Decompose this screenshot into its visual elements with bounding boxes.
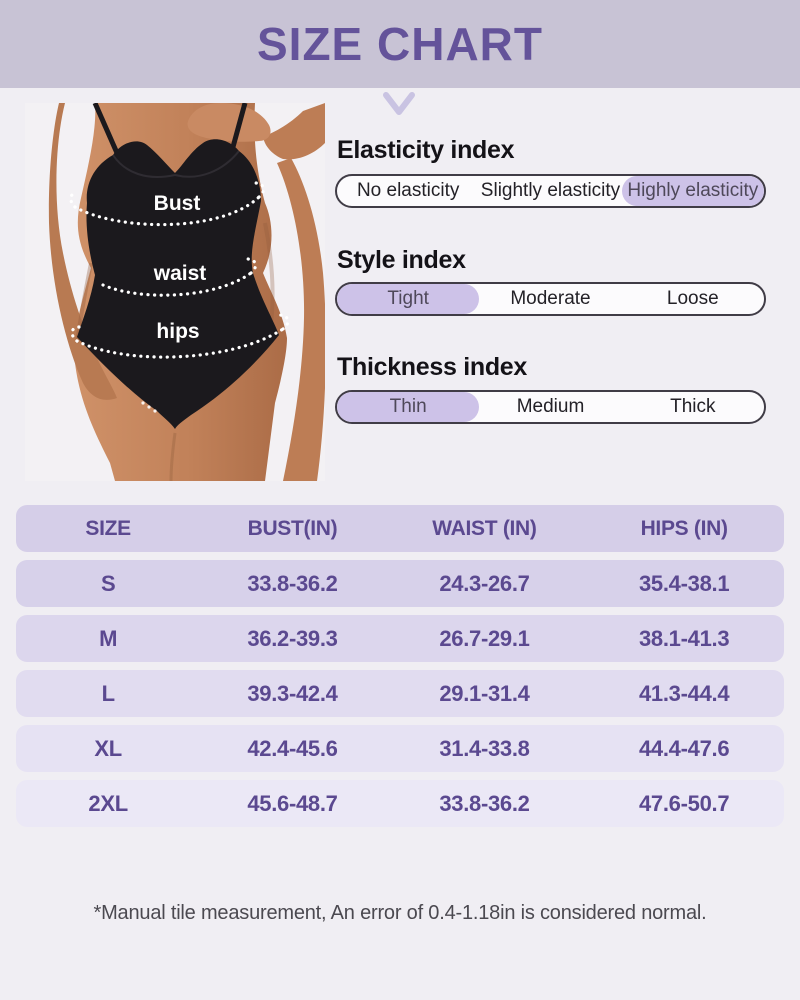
- style-index-bar: [335, 282, 766, 316]
- elasticity-index-title: Elasticity index: [337, 136, 515, 164]
- cell-waist: 24.3-26.7: [439, 570, 530, 596]
- cell-bust: 45.6-48.7: [247, 790, 338, 816]
- cell-hips: 38.1-41.3: [639, 625, 730, 651]
- option-loose: Loose: [666, 288, 719, 309]
- table-header-row: [16, 505, 784, 552]
- table-row-xl: [16, 725, 784, 772]
- cell-hips: 41.3-44.4: [639, 680, 730, 706]
- elasticity-index-bar: [335, 174, 766, 208]
- table-row-m: [16, 615, 784, 662]
- header-waist: WAIST (IN): [432, 516, 537, 540]
- cell-hips: 44.4-47.6: [639, 735, 730, 761]
- waist-label: waist: [153, 262, 207, 285]
- option-medium: Medium: [516, 396, 585, 417]
- banner: [0, 0, 800, 88]
- header-hips: HIPS (IN): [640, 516, 728, 540]
- thickness-index-bar: [335, 390, 766, 424]
- cell-hips: 35.4-38.1: [639, 570, 730, 596]
- cell-waist: 29.1-31.4: [439, 680, 530, 706]
- cell-waist: 31.4-33.8: [439, 735, 530, 761]
- header-bust: BUST(IN): [247, 516, 338, 540]
- option-highly-elasticity-selected: Highly elasticity: [622, 176, 764, 206]
- option-moderate: Moderate: [510, 288, 591, 309]
- cell-size: M: [99, 625, 118, 651]
- cell-size: 2XL: [88, 790, 128, 816]
- thickness-index-title: Thickness index: [337, 353, 528, 381]
- cell-waist: 26.7-29.1: [439, 625, 530, 651]
- measurement-footnote: *Manual tile measurement, An error of 0.4-1.18in is considered normal.: [93, 902, 707, 924]
- bust-label: Bust: [153, 192, 201, 215]
- hips-label: hips: [156, 320, 200, 343]
- cell-bust: 39.3-42.4: [247, 680, 338, 706]
- option-slightly-elasticity: Slightly elasticity: [480, 180, 621, 201]
- option-no-elasticity: No elasticity: [356, 180, 460, 201]
- option-tight-selected: Tight: [337, 284, 479, 314]
- page-title: SIZE CHART: [257, 18, 543, 70]
- table-row-s: [16, 560, 784, 607]
- cell-size: L: [101, 680, 115, 706]
- chevron-down-icon: [382, 92, 416, 116]
- cell-waist: 33.8-36.2: [439, 790, 530, 816]
- cell-size: S: [100, 570, 116, 596]
- product-photo: [25, 103, 325, 481]
- header-size: SIZE: [85, 516, 131, 540]
- option-thin-selected: Thin: [337, 392, 479, 422]
- option-thick: Thick: [670, 396, 716, 417]
- table-row-2xl: [16, 780, 784, 827]
- cell-bust: 36.2-39.3: [247, 625, 338, 651]
- style-index-title: Style index: [337, 246, 466, 274]
- cell-hips: 47.6-50.7: [639, 790, 730, 816]
- index-column: [335, 130, 768, 460]
- cell-size: XL: [94, 735, 122, 761]
- cell-bust: 33.8-36.2: [247, 570, 338, 596]
- cell-bust: 42.4-45.6: [247, 735, 338, 761]
- table-row-l: [16, 670, 784, 717]
- size-table: [16, 505, 784, 835]
